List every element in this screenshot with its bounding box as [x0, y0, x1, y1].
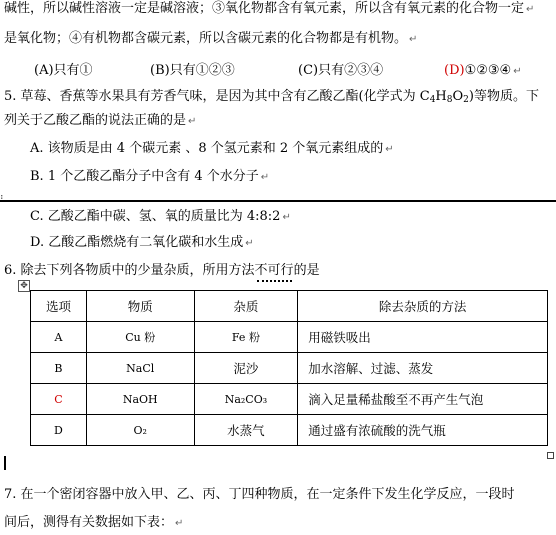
q6-emphasis-dotted: 不可行 [254, 263, 294, 278]
table-row [31, 415, 548, 446]
text-cursor[interactable] [4, 456, 6, 470]
row-impurity: Na₂CO₃ [194, 384, 298, 415]
row-option: A [31, 322, 87, 353]
row-substance: Cu 粉 [86, 322, 194, 353]
page-divider [0, 200, 556, 202]
q5-stem-line-1: 5. 草莓、香蕉等水果具有芳香气味，是因为其中含有乙酸乙酯(化学式为 $C_4H_8O_2$)等物质。下 [4, 89, 539, 105]
q4-option-b: (B)只有①②③ [150, 63, 235, 78]
q5-option-c: C. 乙酸乙酯中碳、氢、氧的质量比为 4:8:2 ↵ [30, 209, 291, 224]
q5-stem-line-2: 列关于乙酸乙酯的说法正确的是 ↵ [4, 113, 197, 128]
row-option-answer: C [31, 384, 87, 415]
intro-line-1: 碱性，所以碱性溶液一定是碱溶液；③氧化物都含有氧元素，所以含有氧元素的化合物一定 ↵ [4, 1, 535, 16]
header-option: 选项 [31, 291, 87, 322]
row-substance: NaCl [86, 353, 194, 384]
row-method: 加水溶解、过滤、蒸发 [298, 353, 548, 384]
row-method: 滴入足量稀盐酸至不再产生气泡 [298, 384, 548, 415]
row-method: 用磁铁吸出 [298, 322, 548, 353]
header-substance: 物质 [86, 291, 194, 322]
q5-option-b: B. 1 个乙酸乙酯分子中含有 4 个水分子 ↵ [30, 169, 270, 184]
table-move-handle-icon[interactable]: ✥ [18, 280, 30, 292]
paragraph-mark-icon: ↵ [385, 144, 394, 155]
row-impurity: 水蒸气 [194, 415, 298, 446]
paragraph-mark-icon: ↵ [260, 172, 270, 183]
paragraph-mark-icon: ↵ [513, 66, 522, 77]
table-resize-handle-icon[interactable] [547, 452, 554, 459]
table-header-row [31, 291, 548, 322]
row-substance: O₂ [86, 415, 194, 446]
q6-table [30, 290, 548, 446]
q7-stem-line-2: 间后，测得有关数据如下表： ↵ [4, 515, 184, 530]
row-impurity: 泥沙 [194, 353, 298, 384]
q7-stem-line-1: 7. 在一个密闭容器中放入甲、乙、丙、丁四种物质，在一定条件下发生化学反应，一段时 [4, 487, 515, 502]
row-option: B [31, 353, 87, 384]
intro-line-2: 是氧化物；④有机物都含碳元素，所以含碳元素的化合物都是有机物。 ↵ [4, 31, 418, 46]
paragraph-mark-icon: ↵ [175, 518, 184, 529]
row-impurity: Fe 粉 [194, 322, 298, 353]
paragraph-mark-icon: ↵ [282, 212, 291, 223]
paragraph-mark-icon: ↵ [188, 116, 197, 127]
q6-stem: 6. 除去下列各物质中的少量杂质，所用方法不可行的是 [4, 263, 320, 278]
q4-option-a: (A)只有① [34, 63, 93, 78]
header-impurity: 杂质 [194, 291, 298, 322]
q5-option-d: D. 乙酸乙酯燃烧有二氧化碳和水生成 ↵ [30, 235, 254, 250]
header-method: 除去杂质的方法 [298, 291, 548, 322]
paragraph-mark-icon: ↵ [526, 4, 535, 15]
section-break-icon: ⁝ [0, 192, 4, 205]
table-row [31, 322, 548, 353]
row-substance: NaOH [86, 384, 194, 415]
row-method: 通过盛有浓硫酸的洗气瓶 [298, 415, 548, 446]
q4-option-d-text: ①②③④ [464, 63, 512, 78]
table-row [31, 384, 548, 415]
paragraph-mark-icon: ↵ [409, 34, 418, 45]
table-row [31, 353, 548, 384]
q4-option-c: (C)只有②③④ [298, 63, 384, 78]
row-option: D [31, 415, 87, 446]
paragraph-mark-icon: ↵ [245, 238, 254, 249]
q4-answer-letter: (D) [444, 63, 465, 78]
q4-option-d [444, 62, 522, 81]
q5-option-a: A. 该物质是由 4 个碳元素 、8 个氢元素和 2 个氧元素组成的 ↵ [30, 141, 394, 156]
